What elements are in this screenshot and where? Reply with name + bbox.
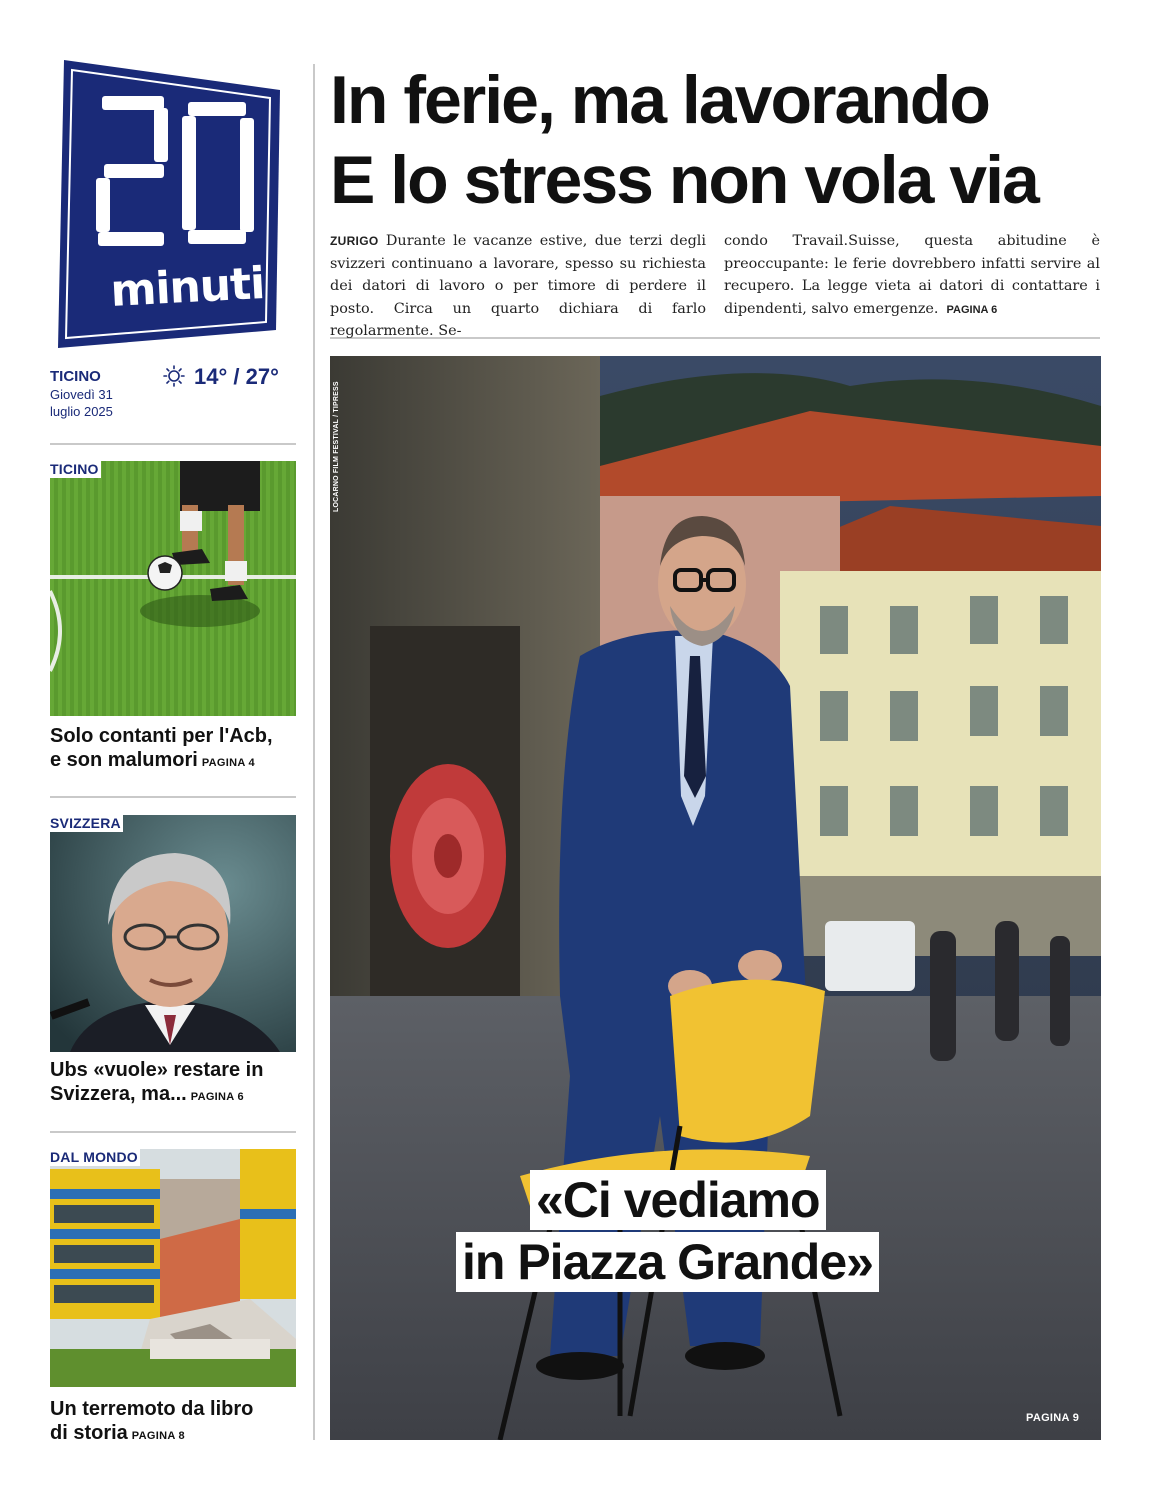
section-tag: SVIZZERA [50,815,121,831]
dateline: ZURIGO [330,234,379,248]
lead-text: condo Travail.Suisse, questa abitudine è preoccupante: le ferie dovrebbero infatti servire al recupero. La legge vieta ai datori di contattare i dipendenti, salvo emergenze. [724,233,1100,317]
masthead-logo[interactable] [58,60,280,348]
main-headline[interactable] [330,60,1110,220]
edition-day: Giovedì 31 [50,387,113,402]
story-title[interactable] [50,724,296,775]
story-image-portrait[interactable] [50,815,296,1052]
story-title-line: Solo contanti per l'Acb, [50,725,273,747]
story-title-line: Svizzera, ma... [50,1083,187,1105]
lead-paragraph-left [330,230,706,343]
weather[interactable] [162,364,279,390]
page-ref: PAGINA 8 [131,1430,185,1442]
page-ref[interactable]: PAGINA 6 [946,303,998,316]
headline-line: E lo stress non vola via [330,142,1038,218]
lead-paragraph-right [724,230,1100,321]
portrait-photo [50,815,296,1052]
sidebar-story-svizzera[interactable] [50,815,296,1115]
earthquake-photo [50,1149,296,1387]
section-tag: TICINO [50,461,99,477]
edition-date: luglio 2025 [50,404,113,419]
section-tag: DAL MONDO [50,1149,138,1165]
story-title-line: e son malumori [50,749,198,771]
edition-info [50,366,295,426]
page-ref[interactable]: PAGINA 9 [1026,1412,1080,1424]
edition-region: TICINO [50,368,101,385]
story-image-football[interactable] [50,461,296,716]
sidebar-divider [50,443,296,445]
photo-quote-line1[interactable]: «Ci vediamo [530,1170,826,1230]
story-title-line: di storia [50,1422,128,1444]
photo-credit-text: LOCARNO FILM FESTIVAL / TIPRESS [333,381,340,512]
column-divider [313,64,315,1440]
page-ref: PAGINA 4 [201,757,255,769]
logo-wordmark: minuti [109,258,266,317]
story-title-line: Ubs «vuole» restare in [50,1059,264,1081]
sidebar-story-dal-mondo[interactable] [50,1149,296,1449]
sidebar-divider [50,796,296,798]
sun-cloud-icon [162,364,188,390]
story-title[interactable] [50,1058,296,1109]
sidebar-story-ticino[interactable] [50,461,296,771]
story-image-earthquake[interactable] [50,1149,296,1387]
story-title-line: Un terremoto da libro [50,1398,254,1420]
photo-quote-line2[interactable]: in Piazza Grande» [456,1232,879,1292]
lead-text: Durante le vacanze estive, due terzi degli svizzeri continuano a lavorare, spesso su richiesta dei datori di lavoro o per timore di perdere il posto. Circa un quarto dichiara di farlo regolarmente. Se- [330,233,707,339]
football-photo [50,461,296,716]
sidebar-divider [50,1131,296,1133]
photo-credit [333,362,347,512]
page-ref: PAGINA 6 [190,1091,244,1103]
story-title[interactable] [50,1397,296,1448]
headline-line: In ferie, ma lavorando [330,62,989,138]
temperature: 14° / 27° [194,364,279,389]
